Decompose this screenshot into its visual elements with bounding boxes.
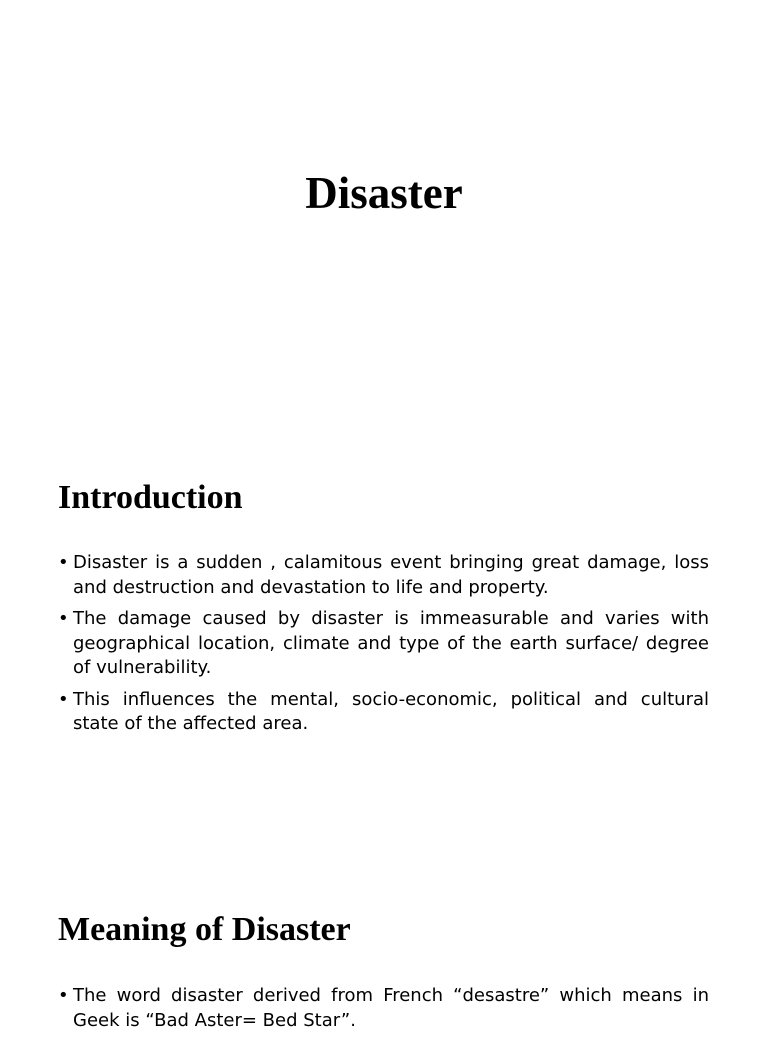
bullet-icon: • (58, 608, 69, 629)
slide-title: Disaster (305, 168, 463, 218)
bullet-text: The word disaster derived from French “desastre” which means in Geek is “Bad Aster= Bed Star”. (73, 985, 709, 1031)
bullet-icon: • (58, 552, 69, 573)
section-heading-meaning: Meaning of Disaster (58, 911, 351, 948)
section-heading-introduction: Introduction (58, 479, 243, 516)
list-item (58, 984, 709, 1033)
bullet-icon: • (58, 688, 69, 710)
list-item (58, 551, 709, 600)
bullet-icon: • (58, 985, 69, 1006)
list-item (58, 607, 709, 681)
bullet-text: The damage caused by disaster is immeasurable and varies with geographical location, climate and type of the earth surface/ degree of vulnerability. (73, 608, 709, 678)
meaning-bullet-list (58, 984, 709, 1040)
list-item (58, 688, 709, 737)
bullet-text: This influences the mental, socio-economic, political and cultural state of the affected area. (73, 688, 709, 734)
introduction-bullet-list (58, 551, 709, 744)
bullet-text: Disaster is a sudden , calamitous event bringing great damage, loss and destruction and devastation to life and property. (73, 552, 709, 598)
